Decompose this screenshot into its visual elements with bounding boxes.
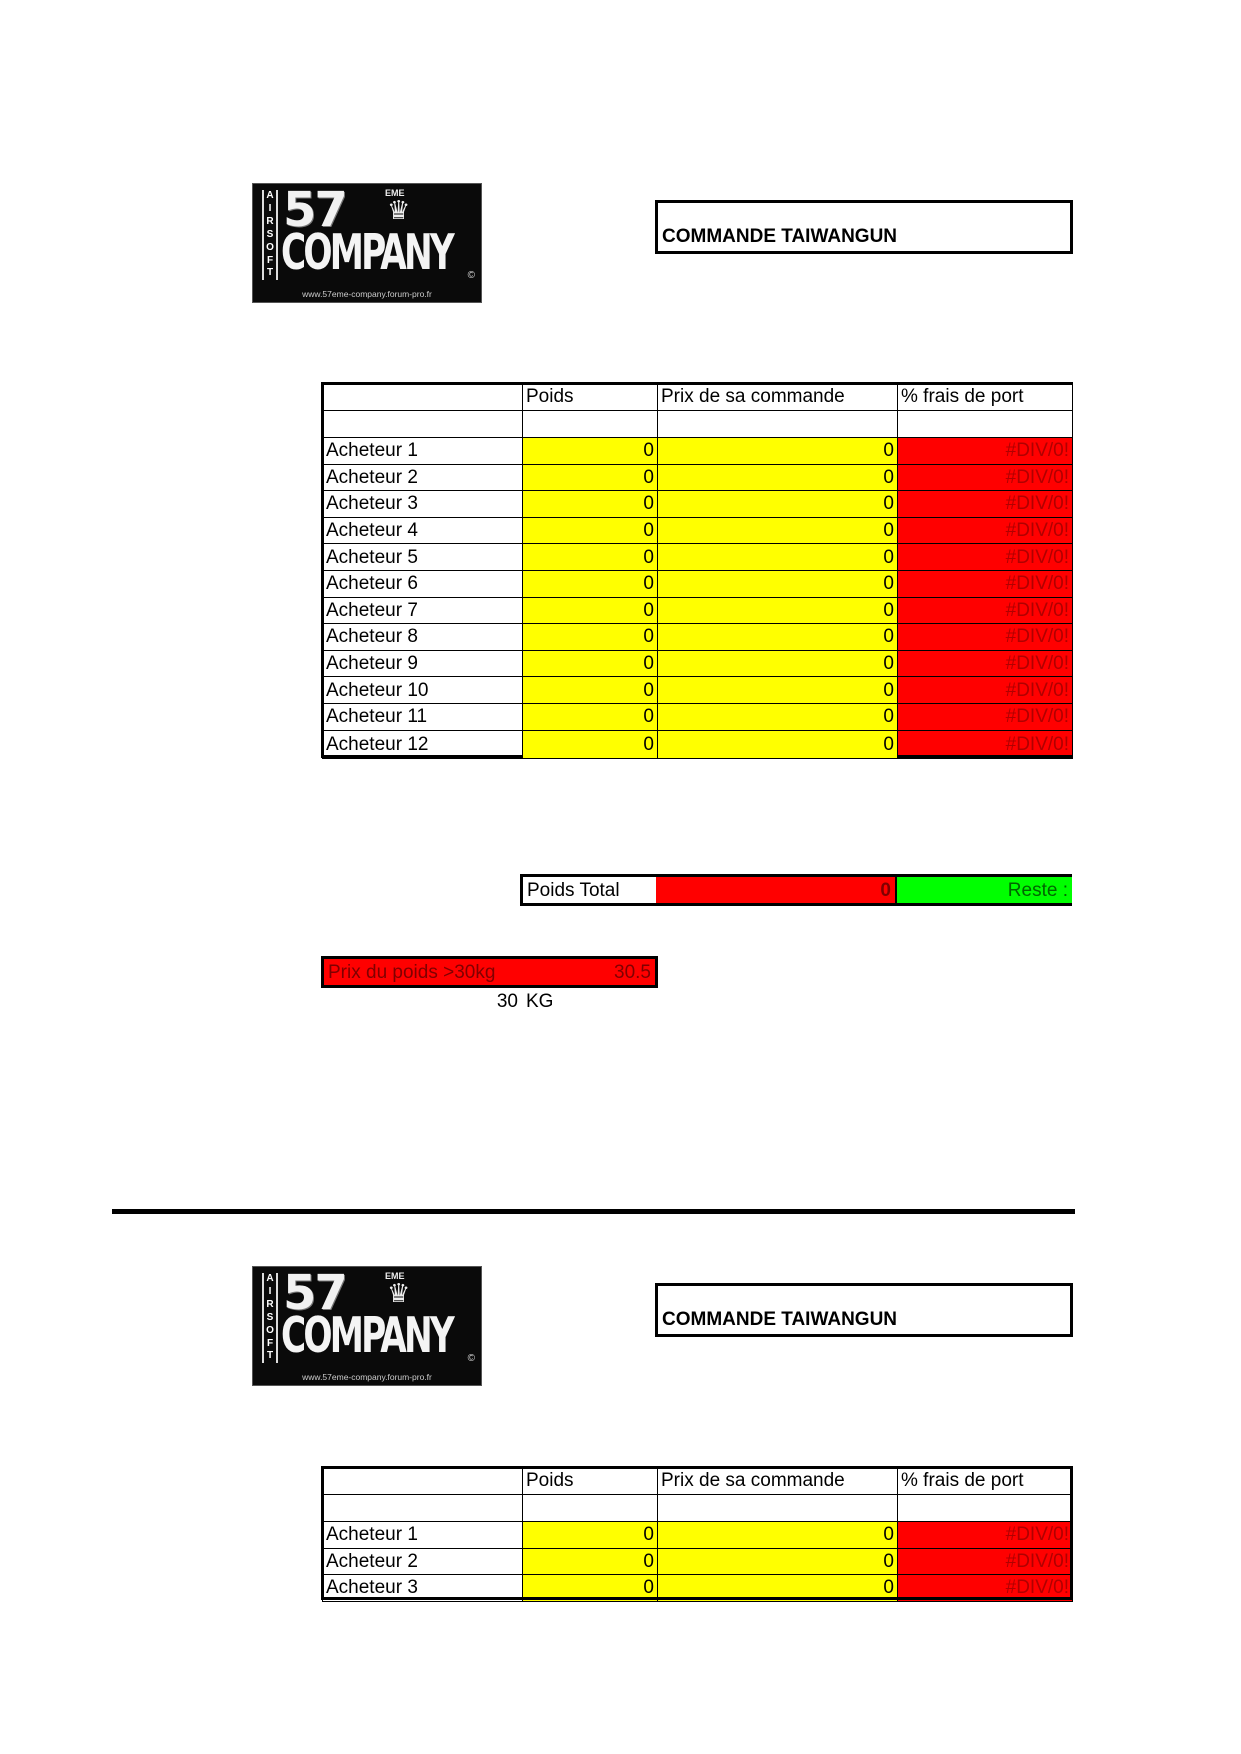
order-title: COMMANDE TAIWANGUN — [662, 226, 898, 247]
company-logo — [252, 1266, 482, 1386]
poids-cell[interactable]: 0 — [523, 650, 658, 677]
logo-url: www.57eme-company.forum-pro.fr — [302, 1372, 432, 1382]
cell[interactable] — [898, 1495, 1073, 1522]
table-row — [323, 677, 1073, 704]
prix-poids-label-text: Prix du poids >30kg — [328, 961, 496, 983]
poids-cell[interactable]: 0 — [523, 544, 658, 571]
poids-cell[interactable]: 0 — [523, 491, 658, 518]
prix-cell[interactable]: 0 — [658, 730, 898, 758]
poids-cell[interactable]: 0 — [523, 1575, 658, 1602]
table-row — [323, 703, 1073, 730]
frais-cell[interactable]: #DIV/0! — [898, 677, 1073, 704]
logo-number: 57 — [283, 183, 346, 238]
frais-cell[interactable]: #DIV/0! — [898, 703, 1073, 730]
cell[interactable] — [658, 1495, 898, 1522]
table-header-row — [323, 1469, 1073, 1495]
frais-cell[interactable]: #DIV/0! — [898, 650, 1073, 677]
cell[interactable] — [523, 411, 658, 438]
prix-cell[interactable]: 0 — [658, 491, 898, 518]
table-row — [323, 597, 1073, 624]
cell[interactable] — [523, 1495, 658, 1522]
table-row — [323, 1522, 1073, 1549]
page-divider — [112, 1209, 1075, 1214]
poids-cell[interactable]: 0 — [523, 1548, 658, 1575]
frais-cell[interactable]: #DIV/0! — [898, 438, 1073, 465]
poids-cell[interactable]: 0 — [523, 624, 658, 651]
prix-cell[interactable]: 0 — [658, 703, 898, 730]
frais-cell[interactable]: #DIV/0! — [898, 624, 1073, 651]
logo-number: 57 — [283, 1266, 346, 1321]
poids-cell[interactable]: 0 — [523, 730, 658, 758]
logo-url: www.57eme-company.forum-pro.fr — [302, 289, 432, 299]
table-row — [323, 1548, 1073, 1575]
logo-company-text: COMPANY — [281, 224, 452, 281]
prix-poids-value[interactable] — [522, 956, 658, 988]
crown-icon: ♛ — [387, 195, 411, 225]
cell[interactable] — [323, 411, 523, 438]
header-empty — [323, 1469, 523, 1495]
prix-poids-value-text: 30.5 — [614, 961, 651, 983]
threshold-unit-text: KG — [526, 990, 554, 1012]
header-poids: Poids — [523, 385, 658, 411]
reste-cell[interactable] — [897, 874, 1072, 906]
table-row — [323, 650, 1073, 677]
buyer-name[interactable]: Acheteur 10 — [323, 677, 523, 704]
poids-cell[interactable]: 0 — [523, 570, 658, 597]
prix-cell[interactable]: 0 — [658, 1548, 898, 1575]
copyright-icon: © — [467, 270, 475, 281]
cell[interactable] — [323, 1495, 523, 1522]
crown-icon: ♛ — [387, 1278, 411, 1308]
table-row — [323, 1575, 1073, 1602]
prix-cell[interactable]: 0 — [658, 570, 898, 597]
prix-cell[interactable]: 0 — [658, 650, 898, 677]
prix-cell[interactable]: 0 — [658, 1575, 898, 1602]
prix-cell[interactable]: 0 — [658, 517, 898, 544]
header-empty — [323, 385, 523, 411]
logo-airsoft-vertical-text: A I R S O F T — [262, 1273, 278, 1363]
prix-cell[interactable]: 0 — [658, 464, 898, 491]
prix-cell[interactable]: 0 — [658, 438, 898, 465]
poids-cell[interactable]: 0 — [523, 438, 658, 465]
frais-cell[interactable]: #DIV/0! — [898, 1522, 1073, 1549]
logo-company-text: COMPANY — [281, 1307, 452, 1364]
prix-cell[interactable]: 0 — [658, 597, 898, 624]
table-row — [323, 517, 1073, 544]
table-row — [323, 570, 1073, 597]
cell[interactable] — [898, 411, 1073, 438]
poids-cell[interactable]: 0 — [523, 517, 658, 544]
buyer-name[interactable]: Acheteur 6 — [323, 570, 523, 597]
frais-cell[interactable]: #DIV/0! — [898, 597, 1073, 624]
order-title: COMMANDE TAIWANGUN — [662, 1309, 898, 1330]
header-prix: Prix de sa commande — [658, 1469, 898, 1495]
company-logo — [252, 183, 482, 303]
threshold-unit — [522, 988, 622, 1014]
buyer-name[interactable]: Acheteur 12 — [323, 730, 523, 758]
table-row — [323, 438, 1073, 465]
table-row — [323, 544, 1073, 571]
table-row — [323, 730, 1073, 758]
frais-cell[interactable]: #DIV/0! — [898, 517, 1073, 544]
frais-cell[interactable]: #DIV/0! — [898, 491, 1073, 518]
reste-label: Reste : — [1007, 879, 1068, 901]
buyer-name[interactable]: Acheteur 4 — [323, 517, 523, 544]
prix-cell[interactable]: 0 — [658, 1522, 898, 1549]
header-frais: % frais de port — [898, 1469, 1073, 1495]
buyer-name[interactable]: Acheteur 2 — [323, 1548, 523, 1575]
buyer-name[interactable]: Acheteur 8 — [323, 624, 523, 651]
buyer-name[interactable]: Acheteur 1 — [323, 1522, 523, 1549]
copyright-icon: © — [467, 1353, 475, 1364]
poids-cell[interactable]: 0 — [523, 464, 658, 491]
poids-total-label-text: Poids Total — [527, 879, 620, 901]
order-title-box — [655, 1283, 1073, 1337]
poids-cell[interactable]: 0 — [523, 703, 658, 730]
frais-cell[interactable]: #DIV/0! — [898, 730, 1073, 758]
buyer-name[interactable]: Acheteur 11 — [323, 703, 523, 730]
buyer-name[interactable]: Acheteur 1 — [323, 438, 523, 465]
prix-cell[interactable]: 0 — [658, 624, 898, 651]
threshold-number: 30 — [496, 990, 518, 1012]
header-frais: % frais de port — [898, 385, 1073, 411]
table-row — [323, 464, 1073, 491]
buyers-table — [322, 384, 1073, 759]
frais-cell[interactable]: #DIV/0! — [898, 1548, 1073, 1575]
threshold-value — [322, 988, 522, 1014]
buyer-name[interactable]: Acheteur 3 — [323, 1575, 523, 1602]
table-row — [323, 624, 1073, 651]
frais-cell[interactable]: #DIV/0! — [898, 544, 1073, 571]
cell[interactable] — [658, 411, 898, 438]
frais-cell[interactable]: #DIV/0! — [898, 1575, 1073, 1602]
buyer-name[interactable]: Acheteur 5 — [323, 544, 523, 571]
poids-total-label — [520, 874, 657, 906]
frais-cell[interactable]: #DIV/0! — [898, 570, 1073, 597]
logo-airsoft-vertical-text: A I R S O F T — [262, 190, 278, 280]
buyer-name[interactable]: Acheteur 3 — [323, 491, 523, 518]
buyer-name[interactable]: Acheteur 2 — [323, 464, 523, 491]
table-spacer-row — [323, 1495, 1073, 1522]
table-row — [323, 491, 1073, 518]
logo-superscript: EME — [385, 1271, 405, 1281]
table-spacer-row — [323, 411, 1073, 438]
poids-cell[interactable]: 0 — [523, 597, 658, 624]
table-header-row — [323, 385, 1073, 411]
poids-total-value[interactable] — [656, 874, 898, 906]
prix-cell[interactable]: 0 — [658, 677, 898, 704]
buyers-table — [322, 1468, 1073, 1602]
prix-cell[interactable]: 0 — [658, 544, 898, 571]
buyer-name[interactable]: Acheteur 9 — [323, 650, 523, 677]
header-poids: Poids — [523, 1469, 658, 1495]
poids-cell[interactable]: 0 — [523, 1522, 658, 1549]
buyer-name[interactable]: Acheteur 7 — [323, 597, 523, 624]
logo-superscript: EME — [385, 188, 405, 198]
poids-total-value-text: 0 — [880, 879, 891, 901]
frais-cell[interactable]: #DIV/0! — [898, 464, 1073, 491]
prix-poids-label — [321, 956, 523, 988]
header-prix: Prix de sa commande — [658, 385, 898, 411]
poids-cell[interactable]: 0 — [523, 677, 658, 704]
order-title-box — [655, 200, 1073, 254]
